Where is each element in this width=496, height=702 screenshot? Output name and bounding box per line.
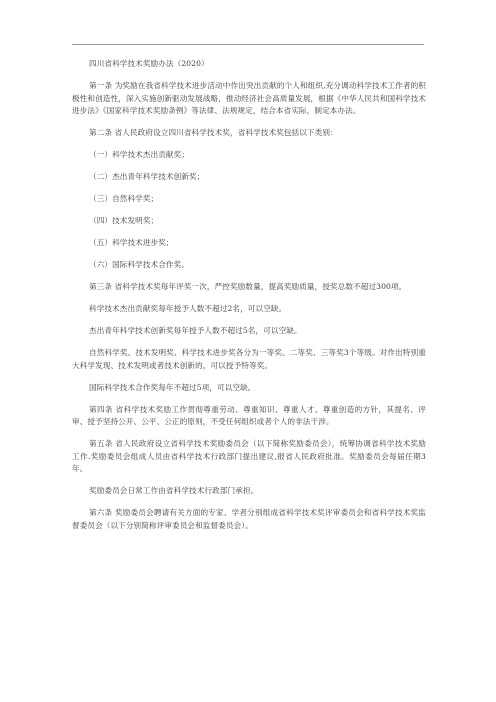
category-item-1: （一）科学技术杰出贡献奖； — [89, 150, 190, 160]
header-rule — [72, 44, 424, 45]
article-3-clause-outstanding: 科学技术杰出贡献奖每年授予人数不超过2名，可以空缺。 — [89, 304, 287, 314]
category-item-4: （四）技术发明奖； — [89, 216, 159, 226]
article-5-clause-daily-work: 奖励委员会日常工作由省科学技术行政部门承担。 — [89, 486, 259, 496]
article-3: 第三条 省科学技术奖每年评奖一次，严控奖励数量，提高奖励质量，授奖总数不超过300项。 — [89, 282, 407, 292]
document-body — [72, 58, 426, 532]
category-item-5: （五）科学技术进步奖； — [89, 238, 174, 248]
article-6: 第六条 奖励委员会聘请有关方面的专家、学者分别组成省科学技术奖评审委员会和省科学技术奖监督委员会（以下分别简称评审委员会和监督委员会）。 — [72, 508, 426, 530]
category-item-3: （三）自然科学奖； — [89, 194, 159, 204]
article-3-clause-youth: 杰出青年科学技术创新奖每年授予人数不超过5名，可以空缺。 — [89, 326, 302, 336]
article-3-clause-levels: 自然科学奖、技术发明奖、科学技术进步奖各分为一等奖、二等奖、三等奖3个等级。对作出特别重大科学发现、技术发明或者技术创新的，可以授予特等奖。 — [72, 348, 426, 370]
category-item-6: （六）国际科学技术合作奖。 — [89, 260, 190, 270]
article-1: 第一条 为奖励在我省科学技术进步活动中作出突出贡献的个人和组织,充分调动科学技术工作者的积极性和创造性，深入实施创新驱动发展战略，推动经济社会高质量发展，根据《中华人民共和国科学技术进步法》《国家科学技术奖励条例》等法律、法规规定，结合本省实际，制定本办法。 — [72, 80, 426, 116]
document-title: 四川省科学技术奖励办法（2020） — [89, 59, 209, 68]
category-item-2: （二）杰出青年科学技术创新奖； — [89, 172, 205, 182]
article-5: 第五条 省人民政府设立省科学技术奖励委员会（以下简称奖励委员会），统筹协调省科学技术奖励工作.奖励委员会组成人员由省科学技术行政部门提出建议,报省人民政府批准。奖励委员会每届任期3年。 — [72, 439, 426, 474]
article-2: 第二条 省人民政府设立四川省科学技术奖，省科学技术奖包括以下类别： — [89, 128, 338, 138]
article-4: 第四条 省科学技术奖励工作贯彻尊重劳动、尊重知识、尊重人才、尊重创造的方针，其提名、评审、授予坚持公开、公平、公正的原则，不受任何组织或者个人的非法干涉。 — [72, 404, 426, 427]
article-3-clause-international: 国际科学技术合作奖每年不超过5项，可以空缺。 — [89, 382, 256, 392]
